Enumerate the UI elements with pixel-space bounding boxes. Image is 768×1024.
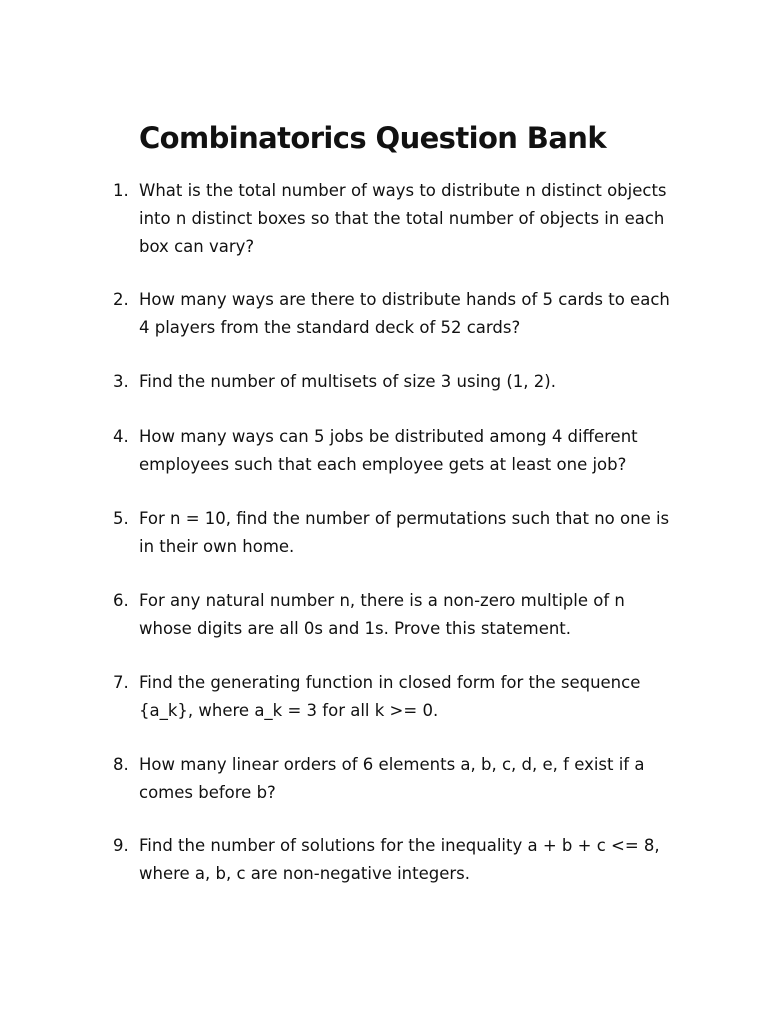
- question-number: 6.: [113, 591, 129, 610]
- question-text: Find the number of multisets of size 3 using (1, 2).: [139, 372, 556, 391]
- page-title: Combinatorics Question Bank: [139, 121, 607, 155]
- question-text: What is the total number of ways to distribute n distinct objects into n distinct boxes so that the total number of objects in each box can vary?: [139, 181, 667, 256]
- question-text: For n = 10, find the number of permutations such that no one is in their own home.: [139, 509, 670, 556]
- question-text: For any natural number n, there is a non-zero multiple of n whose digits are all 0s and 1s. Prove this statement.: [139, 591, 625, 638]
- question-text: How many linear orders of 6 elements a, b, c, d, e, f exist if a comes before b?: [139, 755, 645, 802]
- question-number: 7.: [113, 673, 129, 692]
- question-number: 4.: [113, 427, 129, 446]
- question-number: 8.: [113, 755, 129, 774]
- question-number: 5.: [113, 509, 129, 528]
- question-text: How many ways are there to distribute hands of 5 cards to each 4 players from the standard deck of 52 cards?: [139, 290, 670, 337]
- question-text: Find the generating function in closed form for the sequence {a_k}, where a_k = 3 for all k >= 0.: [139, 673, 641, 720]
- question-number: 9.: [113, 836, 129, 855]
- question-number: 3.: [113, 372, 129, 391]
- question-number: 2.: [113, 290, 129, 309]
- question-text: Find the number of solutions for the inequality a + b + c <= 8, where a, b, c are non-negative integers.: [139, 836, 660, 883]
- question-number: 1.: [113, 181, 129, 200]
- question-text: How many ways can 5 jobs be distributed among 4 different employees such that each employee gets at least one job?: [139, 427, 638, 474]
